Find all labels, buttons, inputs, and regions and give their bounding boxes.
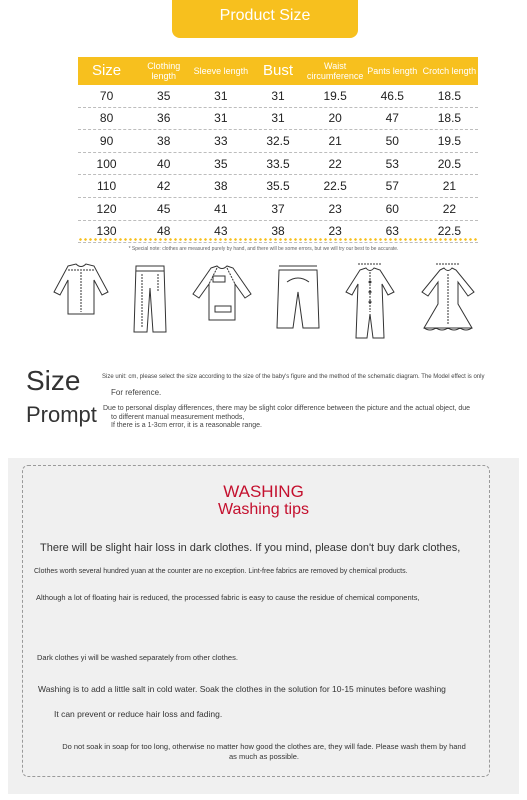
- table-cell: 19.5: [437, 133, 462, 148]
- table-cell: 22: [328, 156, 342, 171]
- table-cell: 31: [271, 111, 285, 126]
- table-cell: 38: [157, 133, 171, 148]
- table-cell: 33: [214, 133, 228, 148]
- table-cell: 22.5: [437, 224, 462, 239]
- size-table: [78, 57, 478, 243]
- pants-diagram: [130, 262, 170, 334]
- table-cell: 20: [328, 111, 342, 126]
- table-cell: 63: [385, 224, 399, 239]
- table-cell: 21: [442, 179, 457, 194]
- washing-line-1: There will be slight hair loss in dark clothes. If you mind, please don't buy dark clothes,: [40, 542, 461, 554]
- size-prompt-title: [26, 365, 97, 431]
- header-bust: Bust: [262, 62, 293, 79]
- table-cell: 46.5: [380, 88, 404, 103]
- header-sleeve-length: Sleeve length: [193, 66, 249, 76]
- table-cell: 31: [214, 111, 228, 126]
- table-cell: 57: [385, 179, 399, 194]
- table-cell: 43: [214, 224, 228, 239]
- table-cell: 80: [99, 111, 114, 126]
- table-cell: 41: [214, 201, 228, 216]
- prompt-line-4: to different manual measurement methods,: [111, 414, 245, 421]
- table-cell: 31: [271, 88, 285, 103]
- table-cell: 110: [97, 179, 117, 194]
- table-cell: 23: [328, 201, 342, 216]
- table-cell: 22: [442, 201, 457, 216]
- washing-line-7: [24, 742, 504, 762]
- table-cell: 90: [99, 133, 114, 148]
- table-cell: 130: [96, 224, 117, 239]
- measurement-diagrams: [50, 262, 480, 342]
- prompt-line-1: Size unit: cm, please select the size according to the size of the baby's figure and the method of the schematic diagram. The Model effect is only: [102, 374, 485, 380]
- table-cell: 70: [99, 88, 114, 103]
- header-crotch-length: Crotch length: [422, 66, 477, 76]
- size-table-body: [78, 85, 478, 243]
- washing-line-7a: Do not soak in soap for too long, otherwise no matter how good the clothes are, they will fade. Please wash them by hand: [62, 742, 466, 751]
- table-cell: 32.5: [266, 133, 290, 148]
- size-prompt-title-line2: Prompt: [26, 402, 97, 427]
- table-cell: 60: [385, 201, 399, 216]
- washing-line-5: Washing is to add a little salt in cold water. Soak the clothes in the solution for 10-15 minutes before washing: [38, 684, 446, 694]
- table-cell: 38: [271, 224, 285, 239]
- table-row: [78, 85, 478, 108]
- table-cell: 50: [385, 133, 399, 148]
- header-size: Size: [91, 62, 122, 79]
- washing-line-2: Clothes worth several hundred yuan at the counter are no exception. Lint-free fabrics are removed by chemical products.: [34, 568, 408, 575]
- table-cell: 120: [96, 201, 117, 216]
- washing-line-7b: as much as possible.: [228, 752, 300, 761]
- raglan-top-diagram: [189, 262, 255, 324]
- table-cell: 100: [96, 156, 117, 171]
- table-cell: 35.5: [266, 179, 290, 194]
- table-cell: 37: [271, 201, 285, 216]
- table-cell: 38: [214, 179, 228, 194]
- prompt-line-3: Due to personal display differences, there may be slight color difference between the picture and the actual object, due: [103, 405, 471, 412]
- table-cell: 21: [328, 133, 342, 148]
- table-row: [78, 198, 478, 221]
- table-cell: 19.5: [323, 88, 347, 103]
- special-note: * Special note: clothes are measured purely by hand, and there will be some errors, but we will try our best to be accurate.: [128, 246, 399, 252]
- header-clothing-length: Clothing length: [147, 61, 181, 81]
- table-cell: 18.5: [437, 88, 462, 103]
- table-row: [78, 130, 478, 153]
- table-cell: 18.5: [437, 111, 462, 126]
- washing-line-6: It can prevent or reduce hair loss and fading.: [54, 709, 223, 719]
- header-waist-circumference: Waist circumference: [306, 61, 364, 81]
- table-cell: 48: [157, 224, 171, 239]
- table-cell: 45: [157, 201, 171, 216]
- long-sleeve-top-diagram: [50, 262, 112, 320]
- table-cell: 20.5: [437, 156, 462, 171]
- prompt-line-2: For reference.: [111, 388, 162, 397]
- table-cell: 35: [157, 88, 171, 103]
- table-cell: 42: [157, 179, 171, 194]
- table-cell: 47: [385, 111, 399, 126]
- washing-subtitle: Washing tips: [218, 501, 309, 518]
- washing-line-3: Although a lot of floating hair is reduced, the processed fabric is easy to cause the residue of chemical components,: [36, 593, 420, 602]
- size-table-header: [78, 57, 478, 85]
- prompt-line-5: If there is a 1-3cm error, it is a reasonable range.: [111, 422, 262, 429]
- shorts-diagram: [273, 262, 323, 332]
- table-row: [78, 175, 478, 198]
- dress-diagram: [416, 262, 480, 334]
- washing-line-4: Dark clothes yi will be washed separately from other clothes.: [37, 653, 238, 662]
- table-row: [78, 108, 478, 131]
- washing-title: WASHING: [223, 482, 304, 501]
- table-cell: 23: [328, 224, 342, 239]
- table-cell: 36: [157, 111, 171, 126]
- table-cell: 33.5: [266, 156, 290, 171]
- romper-diagram: [342, 262, 398, 342]
- dotted-divider: [78, 238, 478, 241]
- table-cell: 40: [157, 156, 171, 171]
- table-cell: 35: [214, 156, 228, 171]
- header-pants-length: Pants length: [367, 66, 418, 76]
- size-prompt-title-line1: Size: [26, 365, 81, 396]
- table-cell: 53: [385, 156, 399, 171]
- product-size-title: Product Size: [219, 7, 311, 24]
- table-row: [78, 153, 478, 176]
- table-cell: 31: [214, 88, 228, 103]
- product-size-tab: [172, 0, 358, 38]
- table-cell: 22.5: [323, 179, 347, 194]
